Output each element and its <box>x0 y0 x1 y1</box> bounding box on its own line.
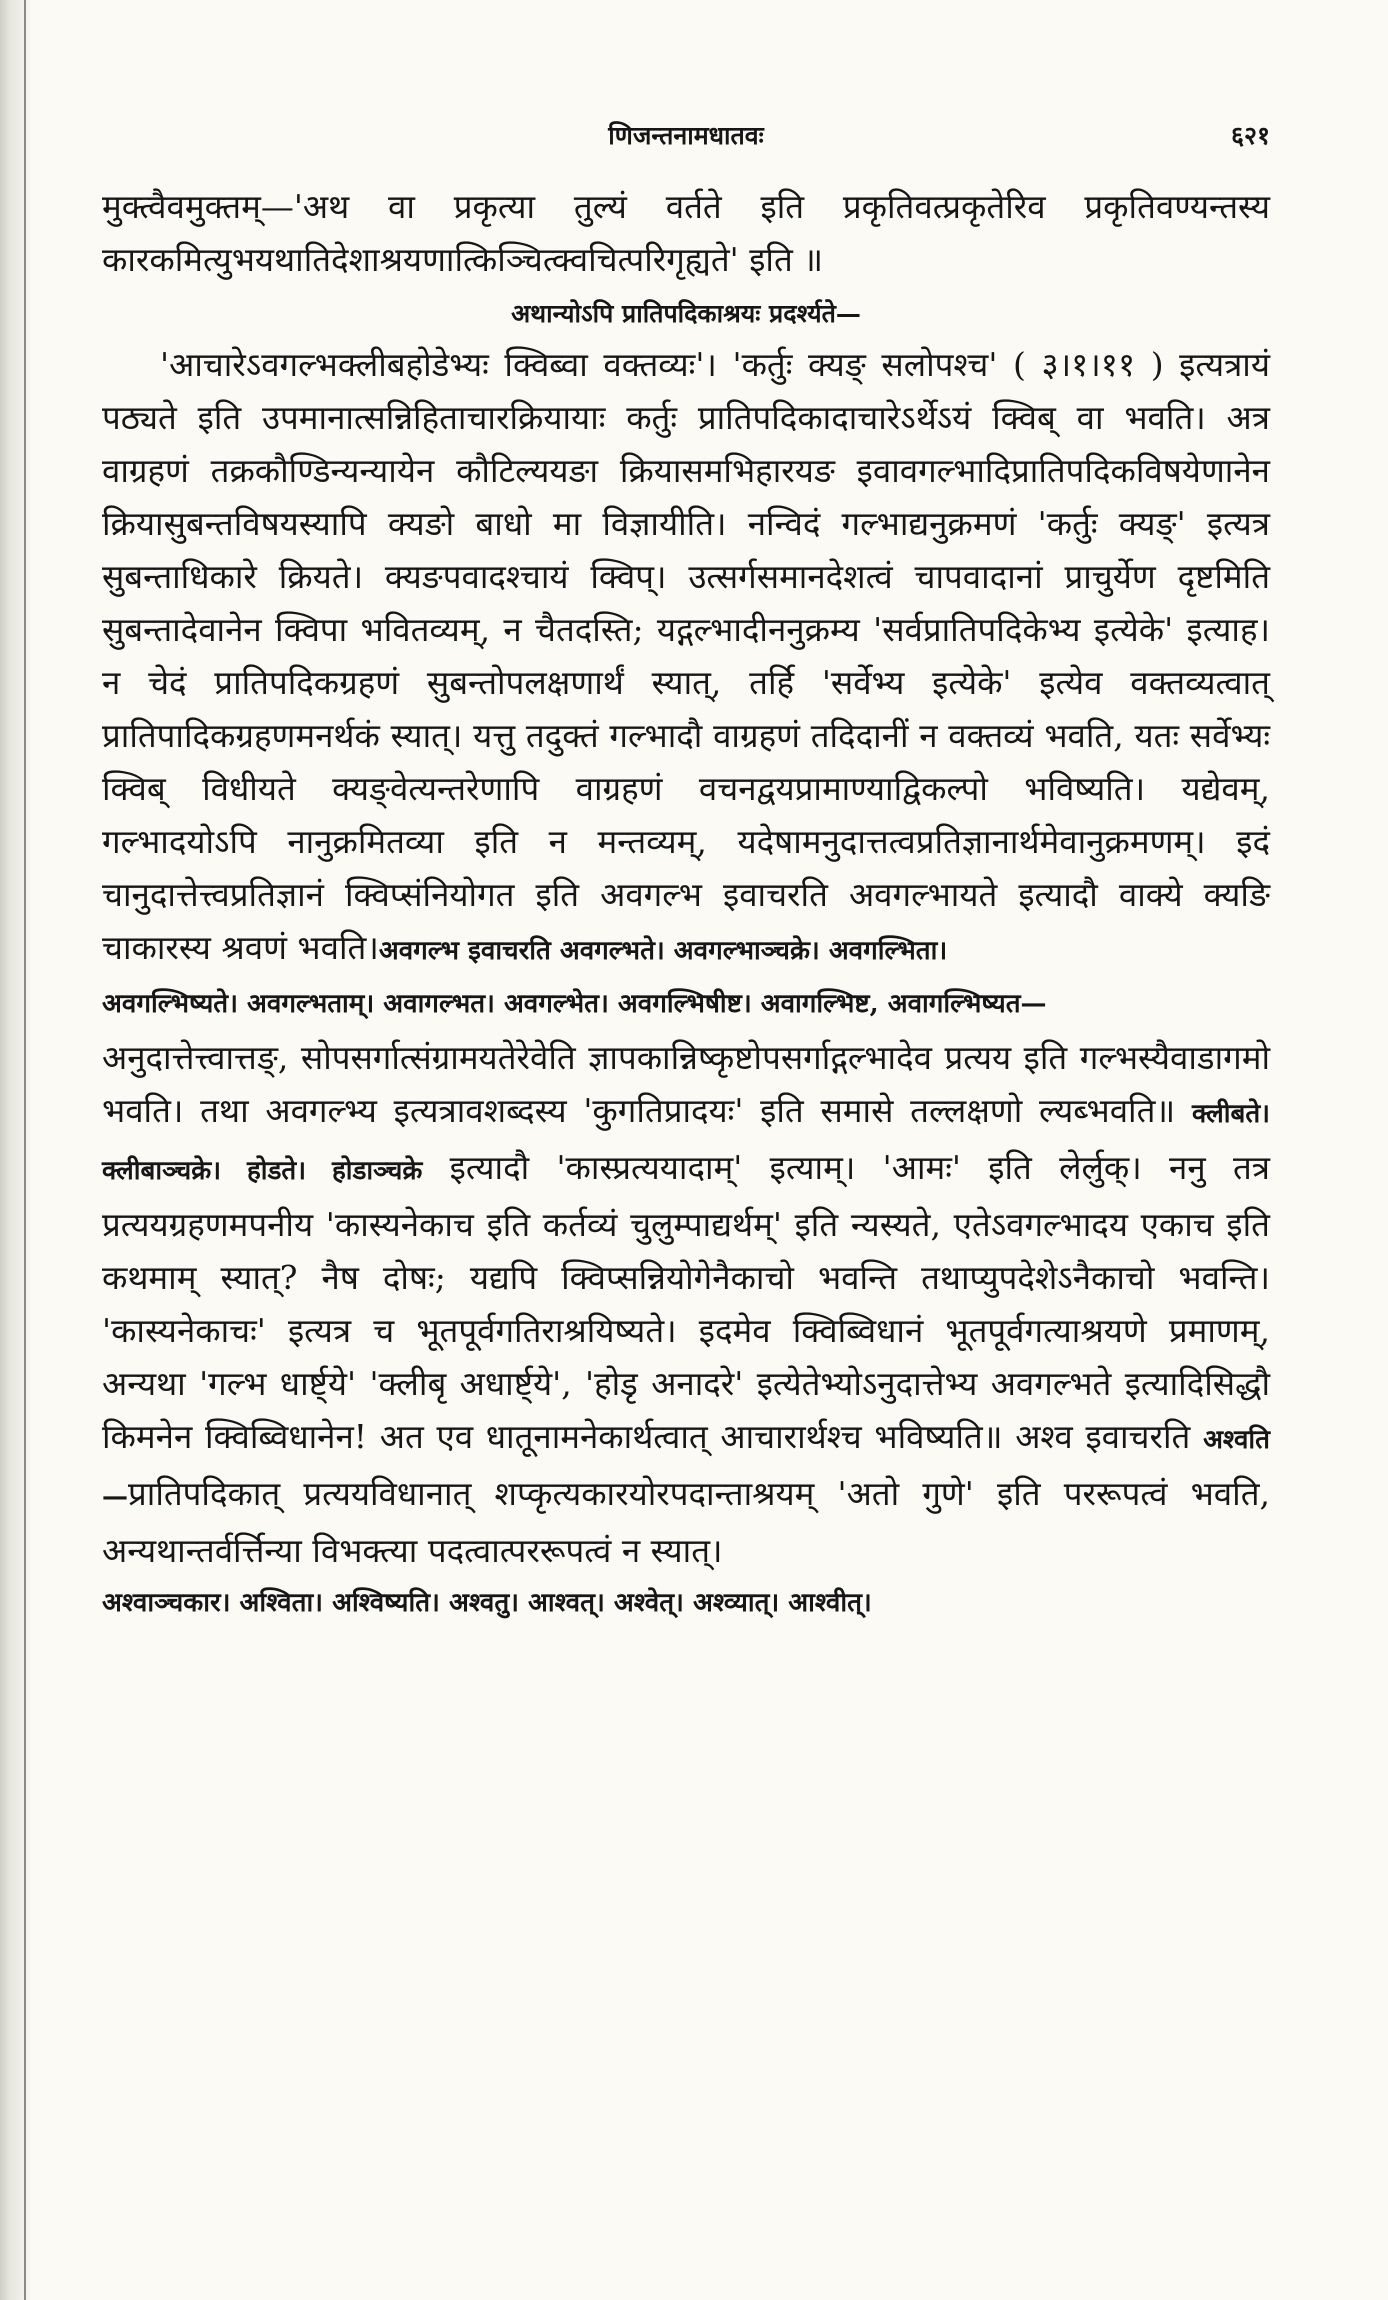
paragraph-quote: मुक्त्वैवमुक्तम्—'अथ वा प्रकृत्या तुल्यं वर्तते इति प्रकृतिवत्प्रकृतेरिव प्रकृतिवण्यन्तस्य कारकमित्युभयथातिदेशाश्रयणात्किञ्चित्क्वचित्परिगृह्यते' इति ॥ <box>102 187 1270 279</box>
example-forms-line: अवगल्भिष्यते। अवगल्भताम्। अवागल्भत। अवगल्भेत। अवगल्भिषीष्ट। अवागल्भिष्ट, अवागल्भिष्यत— <box>102 989 1047 1019</box>
page-body <box>102 118 1270 1630</box>
discussion-text-b: इत्यादौ 'कास्प्रत्ययादाम्' इत्याम्। 'आमः' इति लेर्लुक्। ननु तत्र प्रत्ययग्रहणमपनीय 'कास्यनेकाच इति कर्तव्यं चुलुम्पाद्यर्थम्' इति न्यस्यते, एतेऽवगल्भादय एकाच इति कथमाम् स्यात्? नैष दोषः; यद्यपि क्विप्सन्नियोगेनैकाचो भवन्ति तथाप्युपदेशेऽनैकाचो भवन्ति। 'कास्यनेकाचः' इत्यत्र च भूतपूर्वगतिराश्रयिष्यते। इदमेव क्विब्विधानं भूतपूर्वगत्याश्रयणे प्रमाणम्, अन्यथा 'गल्भ धार्ष्ट्ये' 'क्लीबृ अधार्ष्ट्ये', 'होडृ अनादरे' इत्येतेभ्योऽनुदात्तेभ्य अवगल्भते इत्यादिसिद्धौ किमनेन क्विब्विधानेन! अत एव धातूनामनेकार्थत्वात् आचारार्थश्च भविष्यति॥ अश्व इवाचरति <box>102 1148 1270 1456</box>
example-form-ashvati: अश्वति— <box>102 1425 1270 1512</box>
paragraph-main-text: 'आचारेऽवगल्भक्लीबहोडेभ्यः क्विब्वा वक्तव्यः'। 'कर्तुः क्यङ् सलोपश्च' ( ३।१।११ ) इत्यत्रायं पठ्यते इति उपमानात्सन्निहिताचारक्रियायाः कर्तुः प्रातिपदिकादाचारेऽर्थेऽयं क्विब् वा भवति। अत्र वाग्रहणं तक्रकौण्डिन्यन्यायेन कौटिल्ययङा क्रियासमभिहारयङ इवावगल्भादिप्रातिपदिकविषयेणानेन क्रियासुबन्तविषयस्यापि क्यङो बाधो मा विज्ञायीति। नन्विदं गल्भाद्यनुक्रमणं 'कर्तुः क्यङ्' इत्यत्र सुबन्ताधिकारे क्रियते। क्यङपवादश्चायं क्विप्। उत्सर्गसमानदेशत्वं चापवादानां प्राचुर्येण दृष्टमिति सुबन्तादेवानेन क्विपा भवितव्यम्, न चैतदस्ति; यद्गल्भादीननुक्रम्य 'सर्वप्रातिपदिकेभ्य इत्येके' इत्याह। न चेदं प्रातिपदिकग्रहणं सुबन्तोपलक्षणार्थं स्यात्, तर्हि 'सर्वेभ्य इत्येके' इत्येव वक्तव्यत्वात् प्रातिपादिकग्रहणमनर्थकं स्यात्। यत्तु तदुक्तं गल्भादौ वाग्रहणं तदिदानीं न वक्तव्यं भवति, यतः सर्वेभ्यः क्विब् विधीयते क्यङ्वेत्यन्तरेणापि वाग्रहणं वचनद्वयप्रामाण्याद्विकल्पो भविष्यति। यद्येवम्, गल्भादयोऽपि नानुक्रमितव्या इति न मन्तव्यम्, यदेषामनुदात्तत्वप्रतिज्ञानार्थमेवानुक्रमणम्। इदं चानुदात्तेत्त्वप्रतिज्ञानं क्विप्संनियोगत इति अवगल्भ इवाचरति अवगल्भायते इत्यादौ वाक्ये क्यङि चाकारस्य श्रवणं भवति। <box>102 345 1270 967</box>
example-forms-klib: क्लीबते। क्लीबाञ्चक्रे। होडते। होडाञ्चक्रे <box>102 1099 1270 1186</box>
discussion-text-c: प्रातिपदिकात् प्रत्ययविधानात् शप्कृत्यकारयोरपदान्ताश्रयम् 'अतो गुणे' इति पररूपत्वं भवति, अन्यथान्तर्वर्त्तिन्या विभक्त्या पदत्वात्पररूपत्वं न स्यात्। <box>102 1474 1270 1570</box>
section-subheading: अथान्योऽपि प्रातिपदिकाश्रयः प्रदर्श्यते— <box>511 299 861 328</box>
running-head: णिजन्तनामधातवः <box>608 121 764 150</box>
page-number: ६२१ <box>1230 121 1270 150</box>
paragraph-main <box>102 338 1270 978</box>
example-forms-inline: अवगल्भ इवाचरति अवगल्भते। अवगल्भाञ्चक्रे। अवगल्भिता। <box>378 936 948 966</box>
book-gutter-line <box>24 0 26 2300</box>
example-forms-final: अश्वाञ्चकार। अश्विता। अश्विष्यति। अश्वतु। आश्वत्। अश्वेत्। अश्व्यात्। आश्वीत्। <box>102 1588 872 1618</box>
discussion-text-a: अनुदात्तेत्त्वात्तङ्, सोपसर्गात्संग्रामयतेरेवेति ज्ञापकान्निष्कृष्टोपसर्गाद्गल्भादेव प्रत्यय इति गल्भस्यैवाडागमो भवति। तथा अवगल्भ्य इत्यत्रावशब्दस्य 'कुगतिप्रादयः' इति समासे तल्लक्षणो ल्यब्भवति॥ <box>102 1038 1270 1130</box>
page-header <box>102 118 1270 158</box>
paragraph-discussion <box>102 1031 1270 1577</box>
